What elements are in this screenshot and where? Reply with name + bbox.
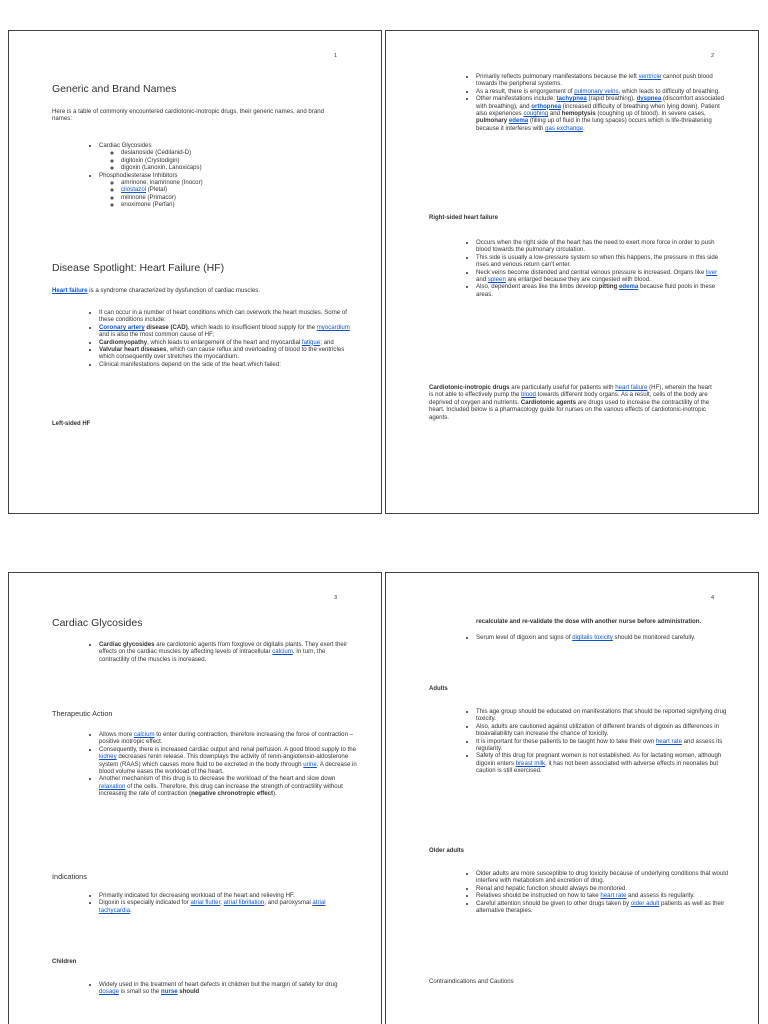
text: are cardiotonic agents from foxglove or digitalis plants. They exert their effects on the cardiac muscles by affecting levels of intracellular bbox=[99, 641, 348, 656]
list-item bbox=[476, 269, 728, 284]
text: and is also the most common cause of HF; bbox=[99, 331, 215, 339]
list-item: • Occurs when the right side of the heart has the need to exert more force in order to push blood towards the pulmonary circulation. bbox=[476, 239, 728, 254]
text: is a syndrome characterized by dysfunction of cardiac muscles. bbox=[87, 287, 260, 294]
link-digitalis-toxicity[interactable]: digitalis toxicity bbox=[572, 634, 613, 641]
text: hemoptysis bbox=[561, 110, 596, 118]
link-older-adult[interactable]: older adult bbox=[630, 899, 660, 907]
heading-children: Children bbox=[52, 959, 77, 965]
sub-list-item: ◦ digoxin (Lanoxin, Lanoxicaps) bbox=[121, 164, 349, 171]
hf-paragraph bbox=[52, 287, 339, 294]
list-item bbox=[99, 731, 357, 746]
link-calcium[interactable]: calcium bbox=[133, 731, 155, 738]
cardiotonic-paragraph bbox=[429, 384, 714, 421]
link-ventricle[interactable]: ventricle bbox=[638, 73, 662, 80]
text: Careful attention should be given to other drugs taken by bbox=[476, 899, 631, 907]
glycoside-intro-bullets bbox=[89, 641, 355, 663]
text: Widely used in the treatment of heart defects in children but the margin of safety for drug bbox=[99, 981, 338, 988]
text: Consequently, there is increased cardiac output and renal perfusion. A good blood supply to the bbox=[99, 745, 357, 753]
text: , which leads to insufficient blood supply for the bbox=[187, 323, 317, 331]
list-item bbox=[476, 900, 732, 915]
sub-list-item: ◦ deslanoside (Cedilanid-D) bbox=[121, 149, 349, 156]
text: negative chronotropic effect bbox=[191, 790, 274, 798]
text: ). bbox=[273, 790, 277, 798]
link-gas-exchange[interactable]: gas exchange bbox=[545, 124, 584, 132]
heading-adults: Adults bbox=[429, 686, 448, 692]
link-calcium[interactable]: calcium bbox=[272, 648, 293, 656]
list-item bbox=[476, 892, 732, 899]
text: and assess its regularity. bbox=[626, 892, 695, 900]
list-item: • Older adults are more susceptible to drug toxicity because of underlying conditions that would interfere with metabolism and excretion of drug. bbox=[476, 870, 732, 885]
text: , it has not been associated with adverse effects in neonates but caution is still exercised. bbox=[476, 759, 719, 775]
text: , which can cause reflux and overloading of blood to the ventricles which consequently over stretches the myocardium. bbox=[99, 346, 345, 361]
link-relaxation[interactable]: relaxation bbox=[99, 782, 126, 790]
sub-list-item: ◦ digitoxin (Crystodigin) bbox=[121, 157, 349, 164]
text: Cardiac glycosides bbox=[99, 641, 155, 648]
sub-list-item: ◦ enoximone (Perfan) bbox=[121, 201, 349, 208]
right-hf-bullets bbox=[466, 239, 728, 298]
text: should be monitored carefully. bbox=[612, 634, 696, 641]
link-coronary-artery[interactable]: Coronary artery bbox=[99, 323, 145, 331]
list-item bbox=[476, 738, 732, 753]
list-item-label: Cardiac Glycosides bbox=[99, 142, 152, 149]
text: ; and bbox=[320, 338, 334, 346]
text: (discomfort associated with breathing), and bbox=[476, 95, 724, 110]
link-atrial-tachycardia[interactable]: atrial tachycardia bbox=[99, 899, 326, 914]
text: Also, dependent areas like the limbs develop bbox=[476, 283, 599, 291]
text: Primarily reflects pulmonary manifestations because the left bbox=[476, 73, 639, 80]
text: should bbox=[177, 988, 200, 996]
list-item: • It can occur in a number of heart conditions which can overwork the heart muscles. Some of these conditions include: bbox=[99, 309, 355, 324]
older-adults-bullets bbox=[466, 870, 732, 914]
text: are enlarged because they are congested with blood. bbox=[505, 276, 651, 284]
text: . bbox=[583, 124, 585, 132]
text: . bbox=[130, 906, 132, 914]
link-myocardium[interactable]: myocardium bbox=[316, 323, 350, 331]
document-page-2 bbox=[385, 30, 759, 514]
heading-therapeutic-action: Therapeutic Action bbox=[52, 709, 113, 718]
list-item bbox=[476, 73, 731, 88]
list-item bbox=[99, 981, 355, 996]
link-tachypnea[interactable]: tachypnea bbox=[556, 95, 587, 103]
children-bullets bbox=[89, 981, 355, 996]
link-orthopnea[interactable]: orthopnea bbox=[531, 102, 562, 110]
page-number: 2 bbox=[710, 53, 714, 59]
continued-text: recalculate and re-validate the dose with another nurse before administration. bbox=[476, 618, 702, 625]
hf-bullets bbox=[89, 309, 355, 368]
text: of the cells. Therefore, this drug can increase the strength of contractility without increasing the rate of contraction ( bbox=[99, 782, 343, 798]
text: because fluid pools in these areas. bbox=[476, 283, 716, 298]
text: . In turn, the contractility of the muscles is increased. bbox=[99, 648, 326, 663]
page-number: 4 bbox=[710, 595, 714, 601]
indications-bullets bbox=[89, 892, 355, 914]
list-item-label: Phosphodiesterase Inhibitors bbox=[99, 171, 178, 179]
link-urine[interactable]: urine bbox=[303, 760, 317, 768]
heading-cardiac-glycosides: Cardiac Glycosides bbox=[52, 617, 143, 629]
text: , which leads to enlargement of the heart and myocardial bbox=[147, 338, 302, 346]
list-item: • This side is usually a low-pressure system so when this happens, the pressure in this side rises and venous return can't enter. bbox=[476, 254, 728, 269]
text: (rapid breathing), bbox=[586, 95, 637, 103]
link-cilostazol[interactable]: cilostazol bbox=[121, 186, 147, 194]
text: disease (CAD) bbox=[144, 323, 188, 331]
link-blood[interactable]: blood bbox=[521, 391, 536, 399]
text: Neck veins become distended and central venous pressure is increased. Organs like bbox=[476, 268, 706, 276]
list-item bbox=[476, 283, 728, 298]
text: . A decrease in blood volume eases the workload of the heart. bbox=[99, 760, 357, 776]
heading-indications: Indications bbox=[52, 872, 87, 881]
text: and bbox=[548, 110, 562, 118]
text: Valvular heart diseases bbox=[99, 346, 167, 354]
link-spleen[interactable]: spleen bbox=[487, 276, 506, 284]
heading-contraindications: Contraindications and Cautions bbox=[429, 978, 514, 985]
text: Other manifestations include: bbox=[476, 95, 557, 103]
text: is small so the bbox=[119, 988, 161, 996]
text: cannot push blood towards the peripheral systems. bbox=[476, 73, 713, 88]
text: , bbox=[220, 899, 224, 907]
sub-list-item: ◦ milrinone (Primacor) bbox=[121, 194, 349, 201]
list-item bbox=[99, 346, 355, 361]
text: (increased difficulty of breathing when lying down). Patient also experiences bbox=[476, 102, 720, 118]
heading-generic-brand: Generic and Brand Names bbox=[52, 83, 177, 95]
sub-list bbox=[99, 149, 349, 171]
list-item: • This age group should be educated on manifestations that should be reported signifying drug toxicity. bbox=[476, 708, 732, 723]
children-cont-bullets bbox=[466, 634, 732, 641]
text: (coughing up of blood). In severe cases, bbox=[595, 110, 706, 118]
document-page-3 bbox=[8, 572, 382, 1024]
text: , which leads to difficulty of breathing. bbox=[618, 87, 720, 95]
link-kidney[interactable]: kidney bbox=[99, 753, 117, 761]
heading-older-adults: Older adults bbox=[429, 848, 465, 854]
text: decreases renin release. This downplays the activity of renin-angiotensin-aldosterone system (RAAS) which causes more fluid to be excreted in the body through bbox=[99, 753, 349, 768]
text: Cardiomyopathy bbox=[99, 338, 148, 346]
list-item bbox=[99, 339, 355, 346]
link-heart-rate[interactable]: heart rate bbox=[655, 737, 682, 745]
list-item bbox=[476, 95, 731, 132]
link-nurse[interactable]: nurse bbox=[161, 988, 178, 996]
left-hf-bullets bbox=[466, 73, 731, 132]
text: Allows more bbox=[99, 731, 134, 738]
page-number: 1 bbox=[333, 53, 337, 59]
text: Digoxin is especially indicated for bbox=[99, 899, 191, 907]
link-edema[interactable]: edema bbox=[618, 283, 639, 291]
link-edema[interactable]: edema bbox=[508, 117, 529, 125]
list-item bbox=[476, 752, 732, 774]
list-item: • Clinical manifestations depend on the side of the heart which failed: bbox=[99, 361, 355, 368]
link-dyspnea[interactable]: dyspnea bbox=[636, 95, 662, 103]
text: and assess its regularity. bbox=[476, 737, 723, 753]
text: Cardiotonic agents bbox=[520, 398, 577, 406]
text: (Pletal) bbox=[146, 186, 168, 194]
text: (HF), wherein the heart is not able to effectively pump the bbox=[429, 384, 712, 399]
link-coughing[interactable]: coughing bbox=[523, 110, 549, 118]
link-fatigue[interactable]: fatigue bbox=[301, 338, 321, 346]
list-item: • Primarily indicated for decreasing workload of the heart and relieving HF. bbox=[99, 892, 355, 899]
link-heart-failure[interactable]: Heart failure bbox=[52, 287, 88, 294]
list-item bbox=[99, 172, 349, 209]
list-item bbox=[99, 142, 349, 172]
text: patients as well as their alternative therapies. bbox=[476, 899, 725, 915]
text: are drugs used to increase the contractility of the heart. Included below is a pharmacology guide for nurses on the various effects of cardiotonic-inotropic agents. bbox=[429, 398, 710, 421]
link-dosage[interactable]: dosage bbox=[99, 988, 119, 996]
list-item bbox=[99, 746, 357, 776]
list-item bbox=[99, 641, 355, 663]
drug-list bbox=[89, 142, 349, 209]
document-page-4 bbox=[385, 572, 759, 1024]
list-item bbox=[99, 775, 357, 797]
text: Another mechanism of this drug is to decrease the workload of the heart and slow down bbox=[99, 775, 336, 783]
sub-list-item bbox=[121, 186, 349, 193]
text: It is important for these patients to be taught how to take their own bbox=[476, 737, 656, 745]
list-item bbox=[99, 899, 355, 914]
text: Relatives should be instructed on how to take bbox=[476, 892, 601, 900]
list-item bbox=[476, 88, 731, 95]
link-breast-milk[interactable]: breast milk bbox=[515, 759, 546, 767]
text: As a result, there is engorgement of bbox=[476, 87, 575, 95]
list-item bbox=[476, 634, 732, 641]
link-atrial-flutter[interactable]: atrial flutter bbox=[190, 899, 221, 907]
text: to enter during contraction, therefore increasing the force of contraction – positive inotropic effect. bbox=[99, 731, 354, 746]
text: (filling up of fluid in the lung spaces) occurs which is life-threatening because it interferes with bbox=[476, 117, 712, 132]
document-page-1 bbox=[8, 30, 382, 514]
text: Serum level of digoxin and signs of bbox=[476, 634, 573, 641]
heading-right-sided-hf: Right-sided heart failure bbox=[429, 215, 499, 221]
link-heart-failure[interactable]: heart failure bbox=[615, 384, 648, 391]
adults-bullets bbox=[466, 708, 732, 775]
page-number: 3 bbox=[333, 595, 337, 601]
text: pulmonary bbox=[476, 117, 509, 125]
text: towards different body organs. As a result, cells of the body are deprived of oxygen and nutrients. bbox=[429, 391, 708, 406]
link-atrial-fibrillation[interactable]: atrial fibrillation bbox=[223, 899, 265, 907]
link-pulmonary-veins[interactable]: pulmonary veins bbox=[574, 87, 619, 95]
text: , and paroxysmal bbox=[264, 899, 313, 907]
intro-paragraph: Here is a table of commonly encountered cardiotonic-inotropic drugs, their generic names, and brand names: bbox=[52, 108, 324, 123]
link-heart-rate[interactable]: heart rate bbox=[600, 892, 627, 900]
heading-disease-spotlight: Disease Spotlight: Heart Failure (HF) bbox=[52, 262, 225, 274]
text: Safety of this drug for pregnant women is not established. As for lactating women, although digoxin enters bbox=[476, 752, 722, 767]
sub-list bbox=[99, 179, 349, 209]
list-item: • Renal and hepatic function should always be monitored. bbox=[476, 885, 732, 892]
sub-list-item: ◦ amrinone, inamrinone (Inocor) bbox=[121, 179, 349, 186]
list-item bbox=[99, 324, 355, 339]
text: pitting bbox=[598, 283, 619, 291]
heading-left-sided-hf: Left-sided HF bbox=[52, 421, 91, 427]
text: Cardiotonic-inotropic drugs bbox=[429, 384, 510, 391]
text: and bbox=[476, 276, 488, 284]
therapeutic-bullets bbox=[89, 731, 357, 798]
text: are particularly useful for patients with bbox=[509, 384, 616, 391]
list-item: • Also, adults are cautioned against utilization of different brands of digoxin as differences in bioavailability can increase the chance of toxicity. bbox=[476, 723, 732, 738]
link-liver[interactable]: liver bbox=[706, 268, 718, 276]
